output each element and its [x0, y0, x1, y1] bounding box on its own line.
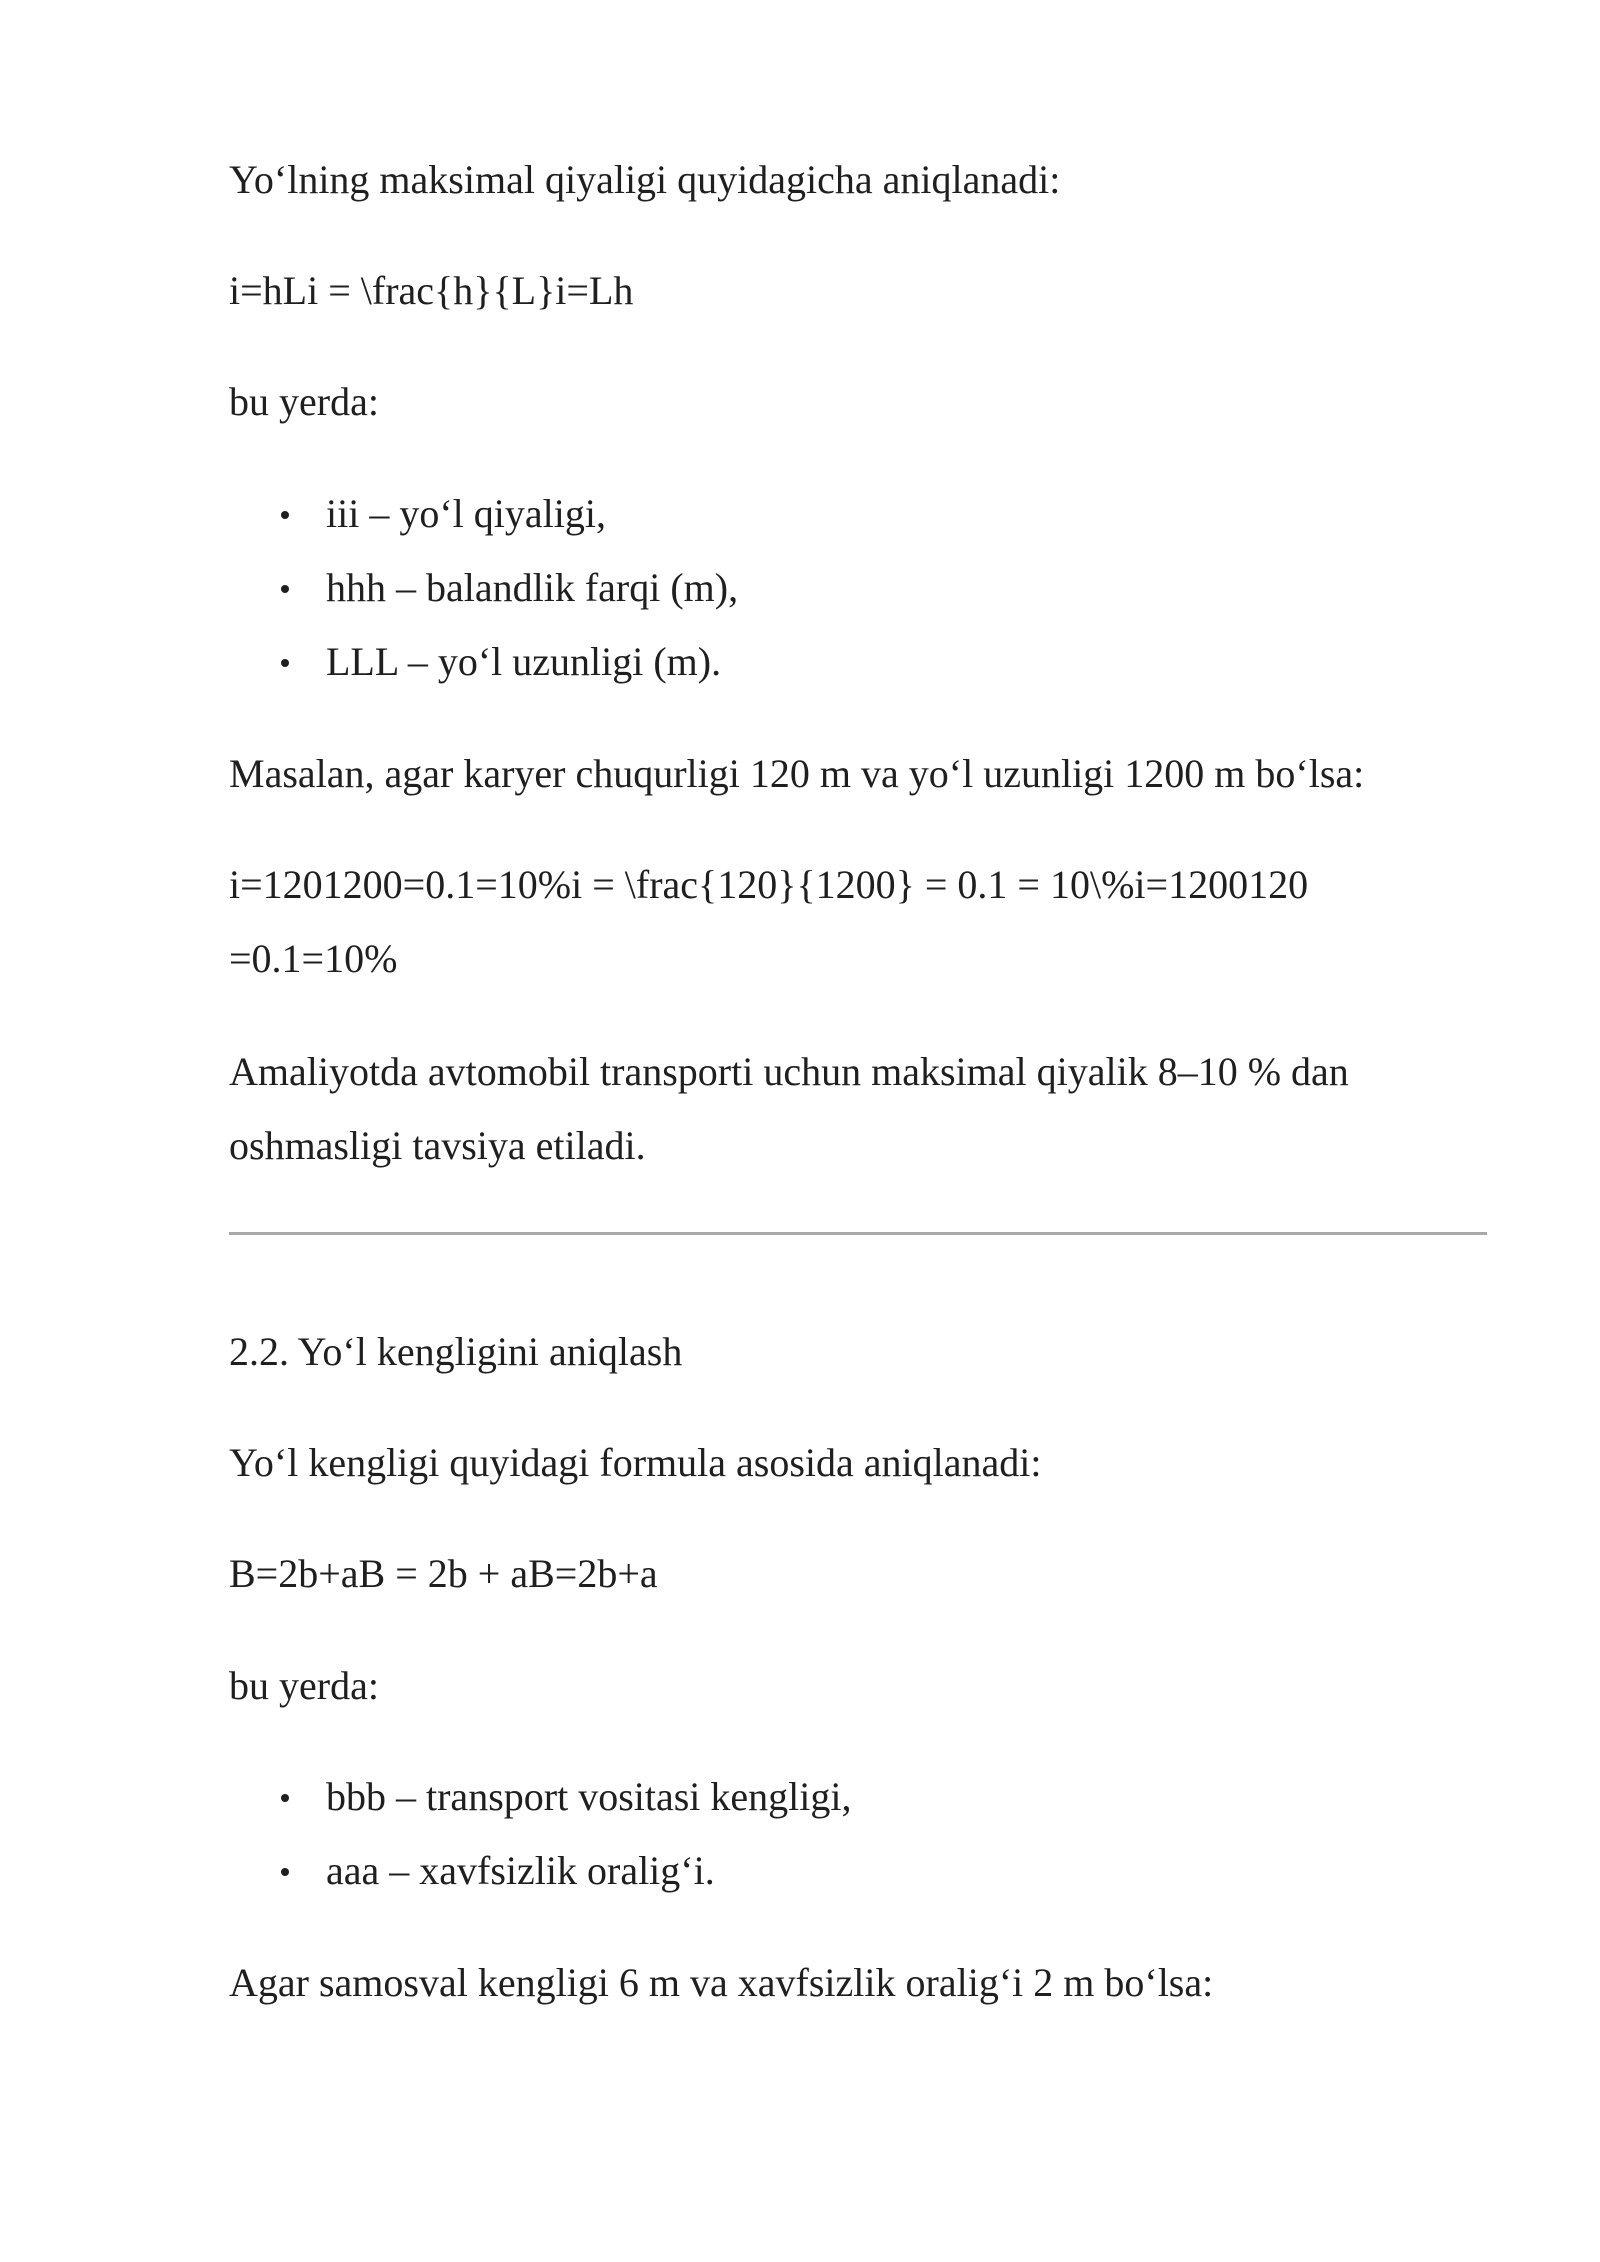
horizontal-divider — [229, 1232, 1487, 1235]
bullet-icon — [281, 511, 289, 519]
list-item-text: hhh – balandlik farqi (m), — [326, 565, 739, 610]
section1-example-formula-line2: =0.1=10% — [229, 936, 398, 981]
bullet-icon — [281, 659, 289, 667]
section1-intro: Yo‘lning maksimal qiyaligi quyidagicha aniqlanadi: — [229, 157, 1061, 202]
section1-formula: i=hLi = \frac{h}{L}i=Lh — [229, 268, 634, 313]
section2-where-label: bu yerda: — [229, 1663, 379, 1708]
list-item-text: aaa – xavfsizlik oralig‘i. — [326, 1848, 715, 1893]
list-item-text: LLL – yo‘l uzunligi (m). — [326, 639, 722, 684]
bullet-icon — [281, 1794, 289, 1802]
bullet-icon — [281, 1868, 289, 1876]
section1-practice-line1: Amaliyotda avtomobil transporti uchun maksimal qiyalik 8–10 % dan — [229, 1049, 1349, 1094]
section1-example: Masalan, agar karyer chuqurligi 120 m va yo‘l uzunligi 1200 m bo‘lsa: — [229, 751, 1365, 796]
section1-where-label: bu yerda: — [229, 379, 379, 424]
section2-intro: Yo‘l kengligi quyidagi formula asosida aniqlanadi: — [229, 1440, 1042, 1485]
section1-example-formula-line1: i=1201200=0.1=10%i = \frac{120}{1200} = 0.1 = 10\%i=1200120 — [229, 862, 1309, 907]
section2-formula: B=2b+aB = 2b + aB=2b+a — [229, 1551, 658, 1596]
section2-heading: 2.2. Yo‘l kengligini aniqlash — [229, 1329, 683, 1374]
section1-practice-line2: oshmasligi tavsiya etiladi. — [229, 1123, 646, 1168]
list-item-text: bbb – transport vositasi kengligi, — [326, 1774, 852, 1819]
section2-example: Agar samosval kengligi 6 m va xavfsizlik oralig‘i 2 m bo‘lsa: — [229, 1960, 1214, 2005]
list-item-text: iii – yo‘l qiyaligi, — [326, 491, 606, 536]
bullet-icon — [281, 585, 289, 593]
